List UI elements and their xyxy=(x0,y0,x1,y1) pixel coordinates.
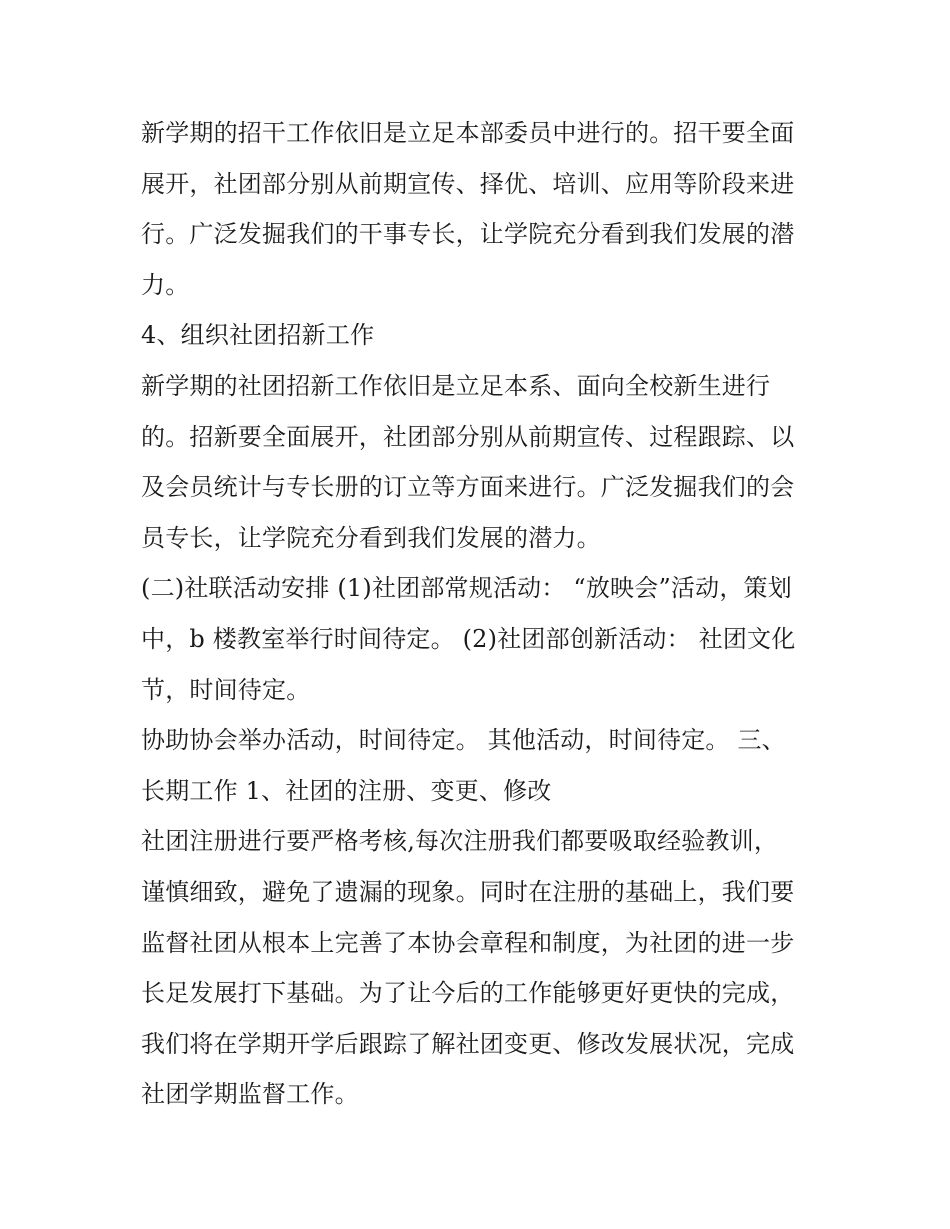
text-line-3: 行。广泛发掘我们的干事专长，让学院充分看到我们发展的潜 xyxy=(141,220,795,249)
text-line-7: 的。招新要全面展开，社团部分别从前期宣传、过程跟踪、以 xyxy=(141,422,795,451)
text-line-1: 新学期的招干工作依旧是立足本部委员中进行的。招干要全面 xyxy=(141,119,795,147)
text-line-10: (二)社联活动安排 (1)社团部常规活动： “放映会”活动，策划 xyxy=(141,574,792,603)
text-line-17: 监督社团从根本上完善了本协会章程和制度，为社团的进一步 xyxy=(141,928,795,957)
text-line-18: 长足发展打下基础。为了让今后的工作能够更好更快的完成， xyxy=(141,979,795,1008)
text-line-2: 展开，社团部分别从前期宣传、择优、培训、应用等阶段来进 xyxy=(141,169,795,198)
text-line-16: 谨慎细致，避免了遗漏的现象。同时在注册的基础上，我们要 xyxy=(141,877,795,906)
text-line-9: 员专长，让学院充分看到我们发展的潜力。 xyxy=(141,523,601,552)
document-body xyxy=(141,108,821,1120)
text-line-8: 及会员统计与专长册的订立等方面来进行。广泛发掘我们的会 xyxy=(141,473,795,502)
text-line-4: 力。 xyxy=(141,270,190,299)
section-heading-recruitment: 4、组织社团招新工作 xyxy=(141,321,375,350)
text-line-12: 节，时间待定。 xyxy=(141,675,311,704)
text-line-20: 社团学期监督工作。 xyxy=(141,1080,359,1109)
text-line-13: 协助协会举办活动，时间待定。 其他活动，时间待定。 三、 xyxy=(141,726,786,755)
text-line-11: 中，b 楼教室举行时间待定。 (2)社团部创新活动： 社团文化 xyxy=(141,624,796,653)
text-line-6: 新学期的社团招新工作依旧是立足本系、面向全校新生进行 xyxy=(141,371,771,400)
text-line-15: 社团注册进行要严格考核,每次注册我们都要吸取经验教训， xyxy=(141,827,779,856)
text-line-14: 长期工作 1、社团的注册、变更、修改 xyxy=(141,776,552,805)
text-line-19: 我们将在学期开学后跟踪了解社团变更、修改发展状况，完成 xyxy=(141,1029,795,1058)
